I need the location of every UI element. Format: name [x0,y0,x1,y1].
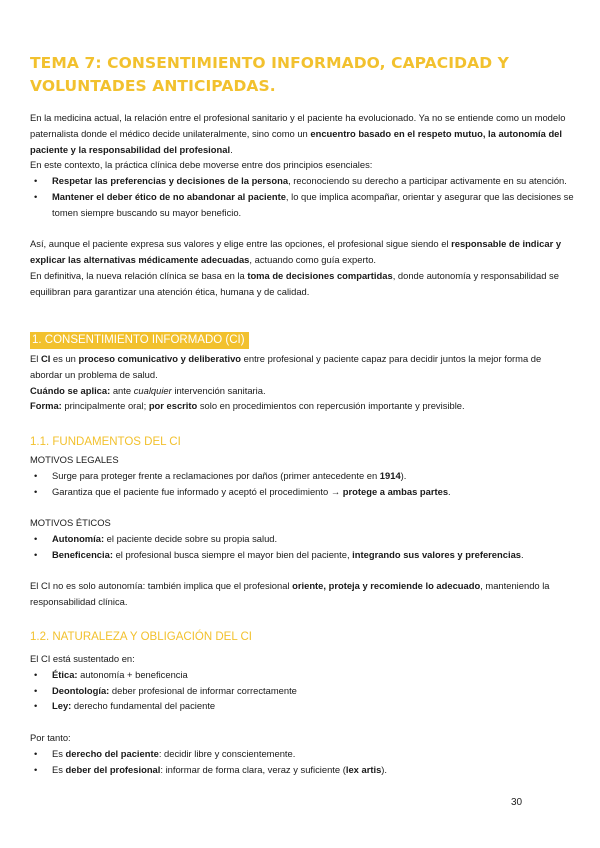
legal-reasons-heading: MOTIVOS LEGALES [30,454,119,465]
conclusions-list [30,746,575,778]
text: solo en procedimientos con repercusión importante y previsible. [197,400,465,412]
text: ). [400,469,407,481]
list-item [30,746,575,762]
bold-text: oriente, proteja y recomiende lo adecuado [292,580,481,592]
section-1-heading: 1. CONSENTIMIENTO INFORMADO (CI) [30,332,249,349]
text: deber profesional de informar correctamente [109,684,297,696]
text: , donde autonomía y responsabilidad se equilibran para garantizar una atención ética, humana y de calidad. [30,269,559,297]
text: En la medicina actual, la relación entre el profesional sanitario y el paciente ha evolucionado. Ya no se entiende como un modelo paternalista donde el médico decide unilateralmente, sino como un [30,112,566,139]
bold-text: integrando sus valores y preferencias [352,548,521,560]
bold-label: Autonomía: [52,532,105,544]
intro-section [30,110,575,300]
list-item [30,531,575,547]
bullet-icon: • [34,700,38,712]
bold-text: responsable de indicar y explicar las alternativas médicamente adecuadas [30,238,562,266]
text: intervención sanitaria. [171,384,266,396]
bullet-icon: • [34,532,38,544]
bullet-icon: • [34,763,38,775]
ethical-reasons-heading: MOTIVOS ÉTICOS [30,517,111,529]
list-item [30,189,575,221]
intro-paragraph-3 [30,236,575,268]
bold-label: Ley: [52,700,72,712]
principles-list [30,173,575,220]
bold-text: toma de decisiones compartidas [247,269,393,281]
bold-text: protege a ambas partes [342,485,449,497]
bold-text: proceso comunicativo y deliberativo [78,353,242,364]
ethical-reasons-list [30,531,575,563]
bullet-icon: • [34,684,38,696]
ci-closing-paragraph [30,578,575,610]
section-1-2-body [30,651,575,777]
text: El [30,353,41,364]
text: : informar de forma clara, veraz y suficiente ( [160,763,346,775]
bold-label: Ética: [52,668,78,680]
text: derecho fundamental del paciente [71,700,216,712]
list-item [30,698,575,714]
ci-definition [30,351,575,383]
text: el profesional busca siempre el mayor bien del paciente, [112,548,353,560]
text: : decidir libre y conscientemente. [158,747,296,759]
text: Garantiza que el paciente fue informado y aceptó el procedimiento → [52,485,343,497]
bold-text: Mantener el deber ético de no abandonar al paciente [52,190,286,202]
section-1-1-body [30,452,575,610]
therefore-label: Por tanto: [30,731,71,743]
bold-text: CI [40,353,51,364]
bold-label: Cuándo se aplica: [30,384,111,396]
text: , actuando como guía experto. [249,254,377,266]
bullet-icon: • [34,175,38,187]
ci-form [30,398,575,414]
text: . [521,548,524,560]
text: Es [52,747,66,759]
legal-reasons-list [30,468,575,500]
text: , reconociendo su derecho a participar activamente en su atención. [288,175,567,187]
text: el paciente decide sobre su propia salud. [104,532,278,544]
bold-label: Deontología: [52,684,110,696]
bullet-icon: • [34,548,38,560]
intro-paragraph-2: En este contexto, la práctica clínica debe moverse entre dos principios esenciales: [30,159,373,171]
text: principalmente oral; [61,400,149,412]
bold-text: 1914 [379,469,401,481]
text: , manteniendo la responsabilidad clínica. [30,580,550,608]
intro-paragraph-1 [30,110,575,157]
bullet-icon: • [34,668,38,680]
bullet-icon: • [34,190,38,202]
bold-text: lex artis [345,763,382,775]
list-item [30,547,575,563]
section-1-2-heading: 1.2. NATURALEZA Y OBLIGACIÓN DEL CI [30,631,252,643]
list-item [30,468,575,484]
bold-text: encuentro basado en el respeto mutuo, la autonomía del paciente y la responsabilidad del profesional [30,127,562,155]
basis-intro: El CI está sustentado en: [30,653,135,664]
section-1-1-heading: 1.1. FUNDAMENTOS DEL CI [30,436,181,448]
ci-when [30,383,575,399]
text: Surge para proteger frente a reclamaciones por daños (primer antecedente en [52,469,380,481]
bold-text: por escrito [148,400,198,412]
text: En definitiva, la nueva relación clínica se basa en la [30,269,248,281]
chapter-title: TEMA 7: CONSENTIMIENTO INFORMADO, CAPACIDAD Y VOLUNTADES ANTICIPADAS. [30,54,509,95]
bold-label: Forma: [30,400,62,412]
list-item [30,173,575,189]
text: autonomía + beneficencia [77,668,188,680]
bold-text: derecho del paciente [65,747,159,759]
list-item [30,683,575,699]
text: Así, aunque el paciente expresa sus valores y elige entre las opciones, el profesional sigue siendo el [30,238,452,250]
text: . [230,143,233,155]
bullet-icon: • [34,747,38,759]
text: ). [381,763,388,775]
text: . [448,485,451,497]
bold-text: Respetar las preferencias y decisiones de la persona [52,175,289,187]
text: es un [50,353,79,364]
list-item [30,667,575,683]
intro-paragraph-4 [30,268,575,300]
text: ante [110,384,134,396]
italic-text: cualquier [133,384,172,396]
text: El CI no es solo autonomía: también implica que el profesional [30,580,293,592]
text: , lo que implica acompañar, orientar y asegurar que las decisiones se tomen siempre buscando su mayor beneficio. [52,190,574,218]
bold-label: Beneficencia: [52,548,113,560]
text: Es [52,763,66,775]
list-item [30,762,575,778]
basis-list [30,667,575,714]
section-1-body [30,351,575,414]
list-item [30,484,575,500]
bullet-icon: • [34,485,38,497]
bullet-icon: • [34,469,38,481]
text: entre profesional y paciente capaz para decidir juntos la mejor forma de abordar un problema de salud. [30,353,542,380]
bold-text: deber del profesional [65,763,161,775]
page-number: 30 [511,797,523,808]
